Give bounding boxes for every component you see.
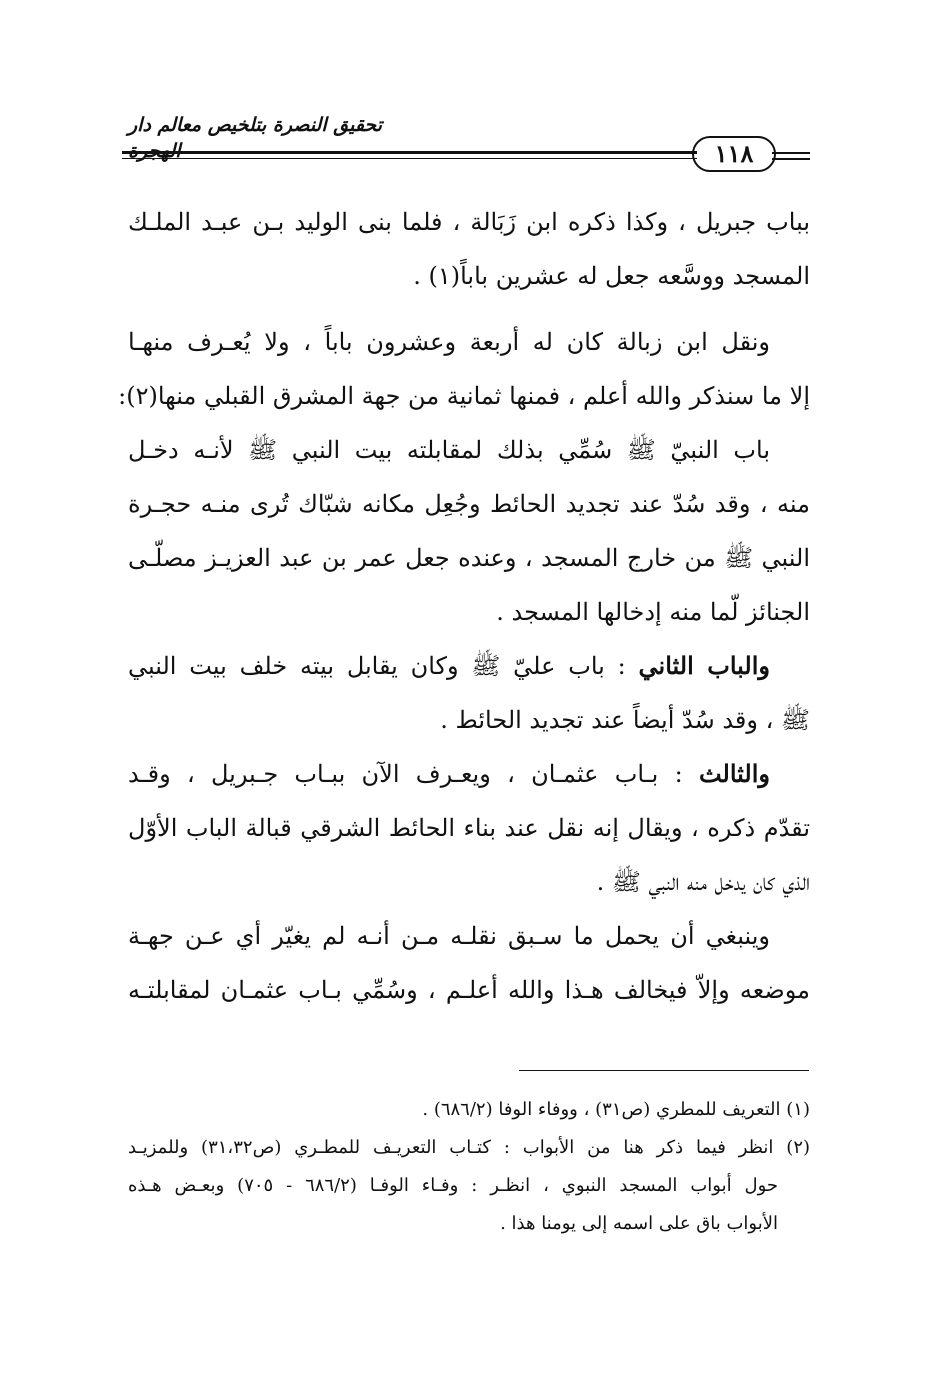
text-line: المسجد ووسَّعه جعل له عشرين باباً(١) .: [413, 262, 810, 290]
text-line: باب النبيّ ﷺ سُمِّي بذلك لمقابلته بيت النبي ﷺ لأنـه دخـل: [128, 436, 770, 464]
footnote-2-line-2: حول أبواب المسجد النبوي ، انظـر : وفـاء الوفـا (٦٨٦/٢ - ٧٠٥) وبعـض هـذه: [128, 1175, 778, 1196]
footnote-rule: [519, 1070, 809, 1071]
header-rule-right-top: [772, 152, 810, 154]
header-rule-thin: [122, 158, 697, 159]
text-line: النبي ﷺ من خارج المسجد ، وعنده جعل عمر بن عبد العزيـز مصلّـى: [128, 544, 810, 572]
text-run: : باب عليّ ﷺ وكان يقابل بيته خلف بيت النبي: [128, 652, 639, 680]
text-line: إلا ما سنذكر والله أعلم ، فمنها ثمانية من جهة المشرق القبلي منها(٢):: [118, 382, 810, 410]
text-line: موضعه وإلاّ فيخالف هـذا والله أعلـم ، وسُمِّي بـاب عثمـان لمقابلتـه: [128, 976, 811, 1004]
footnote-1: (١) التعريف للمطري (ص٣١) ، ووفاء الوفا (٦٨٦/٢) .: [422, 1099, 810, 1120]
footnote-2-line-3: الأبواب باق على اسمه إلى يومنا هذا .: [500, 1213, 778, 1234]
text-line-with-lead: [128, 644, 810, 698]
text-line: الذي كان يدخل منه النبي ﷺ .: [596, 868, 810, 896]
text-line: ونقل ابن زبالة كان له أربعة وعشرون باباً ، ولا يُعـرف منهـا: [128, 328, 770, 356]
main-text: [118, 200, 811, 1022]
text-line: ﷺ ، وقد سُدّ أيضاً عند تجديد الحائط .: [440, 706, 810, 734]
page-number: ١١٨: [692, 136, 776, 172]
text-line: منه ، وقد سُدّ عند تجديد الحائط وجُعِل مكانه شبّاك تُرى منـه حجـرة: [128, 490, 810, 518]
text-line: بباب جبريل ، وكذا ذكره ابن زَبَالة ، فلما بنى الوليد بـن عبـد الملـك: [128, 208, 810, 236]
text-line-with-lead: [128, 752, 810, 806]
running-title: تحقيق النصرة بتلخيص معالم دار: [128, 114, 382, 136]
text-line: الجنائز لّما منه إدخالها المسجد .: [496, 598, 810, 626]
footnotes: [128, 1094, 810, 1246]
paragraph-lead: والباب الثاني: [638, 651, 770, 680]
text-line: وينبغي أن يحمل ما سـبق نقلـه مـن أنـه لم يغيّر أي عـن جهـة: [128, 922, 770, 950]
text-run: : بـاب عثمـان ، ويعـرف الآن ببـاب جـبريل ، وقـد: [128, 760, 699, 788]
footnote-2-line-1: (٢) انظر فيما ذكر هنا من الأبواب : كتـاب التعريـف للمطـري (ص٣١،٣٢) وللمزيـد: [128, 1137, 811, 1158]
text-line: تقدّم ذكره ، ويقال إنه نقل عند بناء الحائط الشرقي قبالة الباب الأوّل: [128, 814, 810, 842]
paragraph-lead: والثالث: [698, 759, 770, 788]
header-rule-thick: [122, 151, 697, 154]
header-rule-right-bottom: [772, 158, 810, 160]
